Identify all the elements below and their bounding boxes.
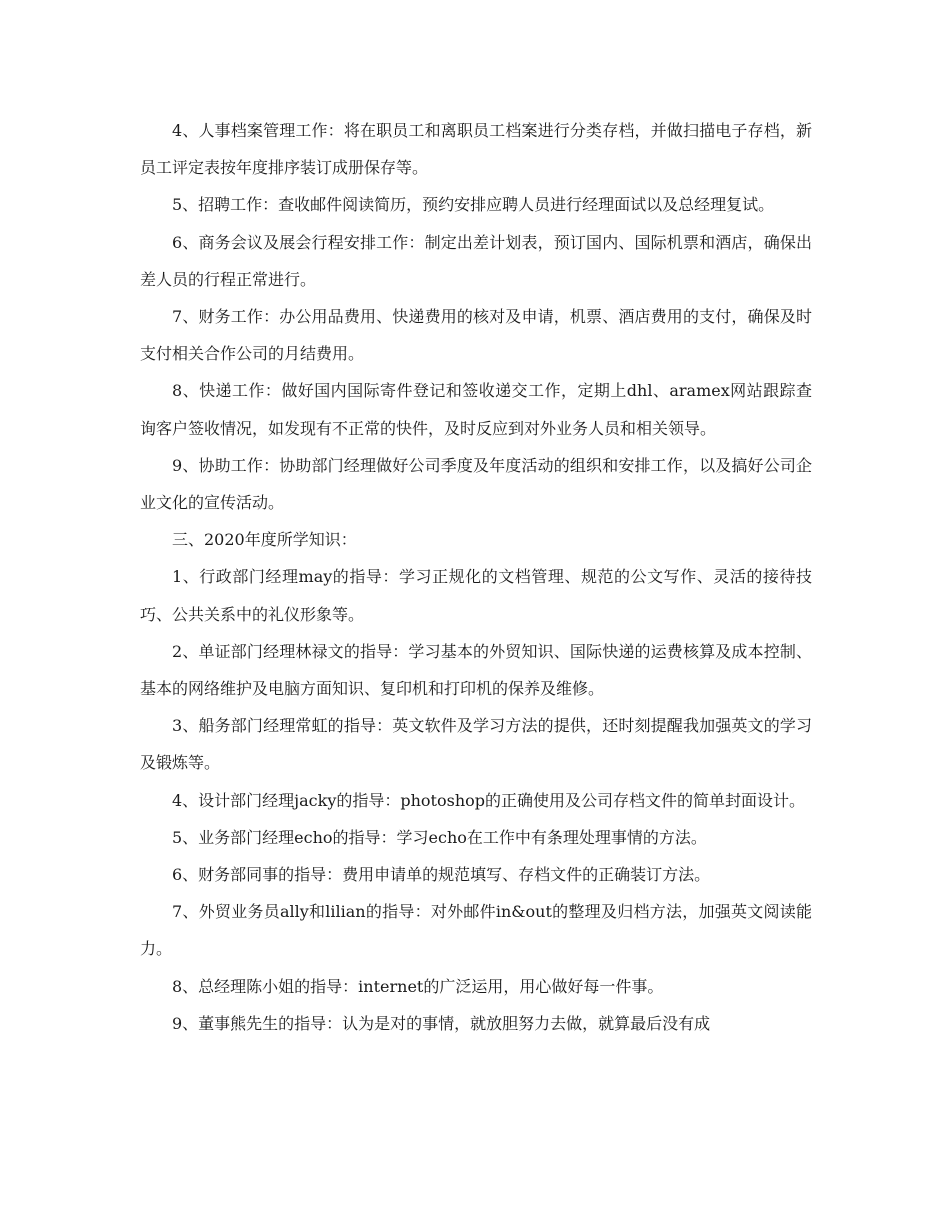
paragraph-14: 8、总经理陈小姐的指导：internet的广泛运用，用心做好每一件事。 <box>172 976 664 996</box>
paragraph-12: 6、财务部同事的指导：费用申请单的规范填写、存档文件的正确装订方法。 <box>172 865 711 885</box>
paragraph-7: 1、行政部门经理may的指导：学习正规化的文档管理、规范的公文写作、灵活的接待技巧、公共关系中的礼仪形象等。 <box>140 567 812 624</box>
paragraph-6: 9、协助工作：协助部门经理做好公司季度及年度活动的组织和安排工作，以及搞好公司企业文化的宣传活动。 <box>140 455 812 513</box>
section-heading: 三、2020年度所学知识： <box>172 530 357 550</box>
paragraph-1: 4、人事档案管理工作：将在职员工和离职员工档案进行分类存档，并做扫描电子存档，新员工评定表按年度排序装订成册保存等。 <box>140 121 812 178</box>
paragraph-10: 4、设计部门经理jacky的指导：photoshop的正确使用及公司存档文件的简单封面设计。 <box>172 790 806 810</box>
document-body <box>140 112 812 1042</box>
paragraph-13: 7、外贸业务员ally和lilian的指导：对外邮件in&out的整理及归档方法，加强英文阅读能力。 <box>140 902 812 959</box>
paragraph-15: 9、董事熊先生的指导：认为是对的事情，就放胆努力去做，就算最后没有成 <box>172 1013 711 1033</box>
paragraph-2: 5、招聘工作：查收邮件阅读简历，预约安排应聘人员进行经理面试以及总经理复试。 <box>172 195 775 215</box>
paragraph-3: 6、商务会议及展会行程安排工作：制定出差计划表，预订国内、国际机票和酒店，确保出差人员的行程正常进行。 <box>140 232 812 289</box>
paragraph-9: 3、船务部门经理常虹的指导：英文软件及学习方法的提供，还时刻提醒我加强英文的学习及锻炼等。 <box>140 716 812 773</box>
paragraph-4: 7、财务工作：办公用品费用、快递费用的核对及申请，机票、酒店费用的支付，确保及时支付相关合作公司的月结费用。 <box>140 307 812 364</box>
paragraph-5: 8、快递工作：做好国内国际寄件登记和签收递交工作，定期上dhl、aramex网站跟踪查询客户签收情况，如发现有不正常的快件，及时反应到对外业务人员和相关领导。 <box>140 381 812 438</box>
paragraph-11: 5、业务部门经理echo的指导：学习echo在工作中有条理处理事情的方法。 <box>172 827 707 847</box>
paragraph-8: 2、单证部门经理林禄文的指导：学习基本的外贸知识、国际快递的运费核算及成本控制、基本的网络维护及电脑方面知识、复印机和打印机的保养及维修。 <box>140 641 812 699</box>
